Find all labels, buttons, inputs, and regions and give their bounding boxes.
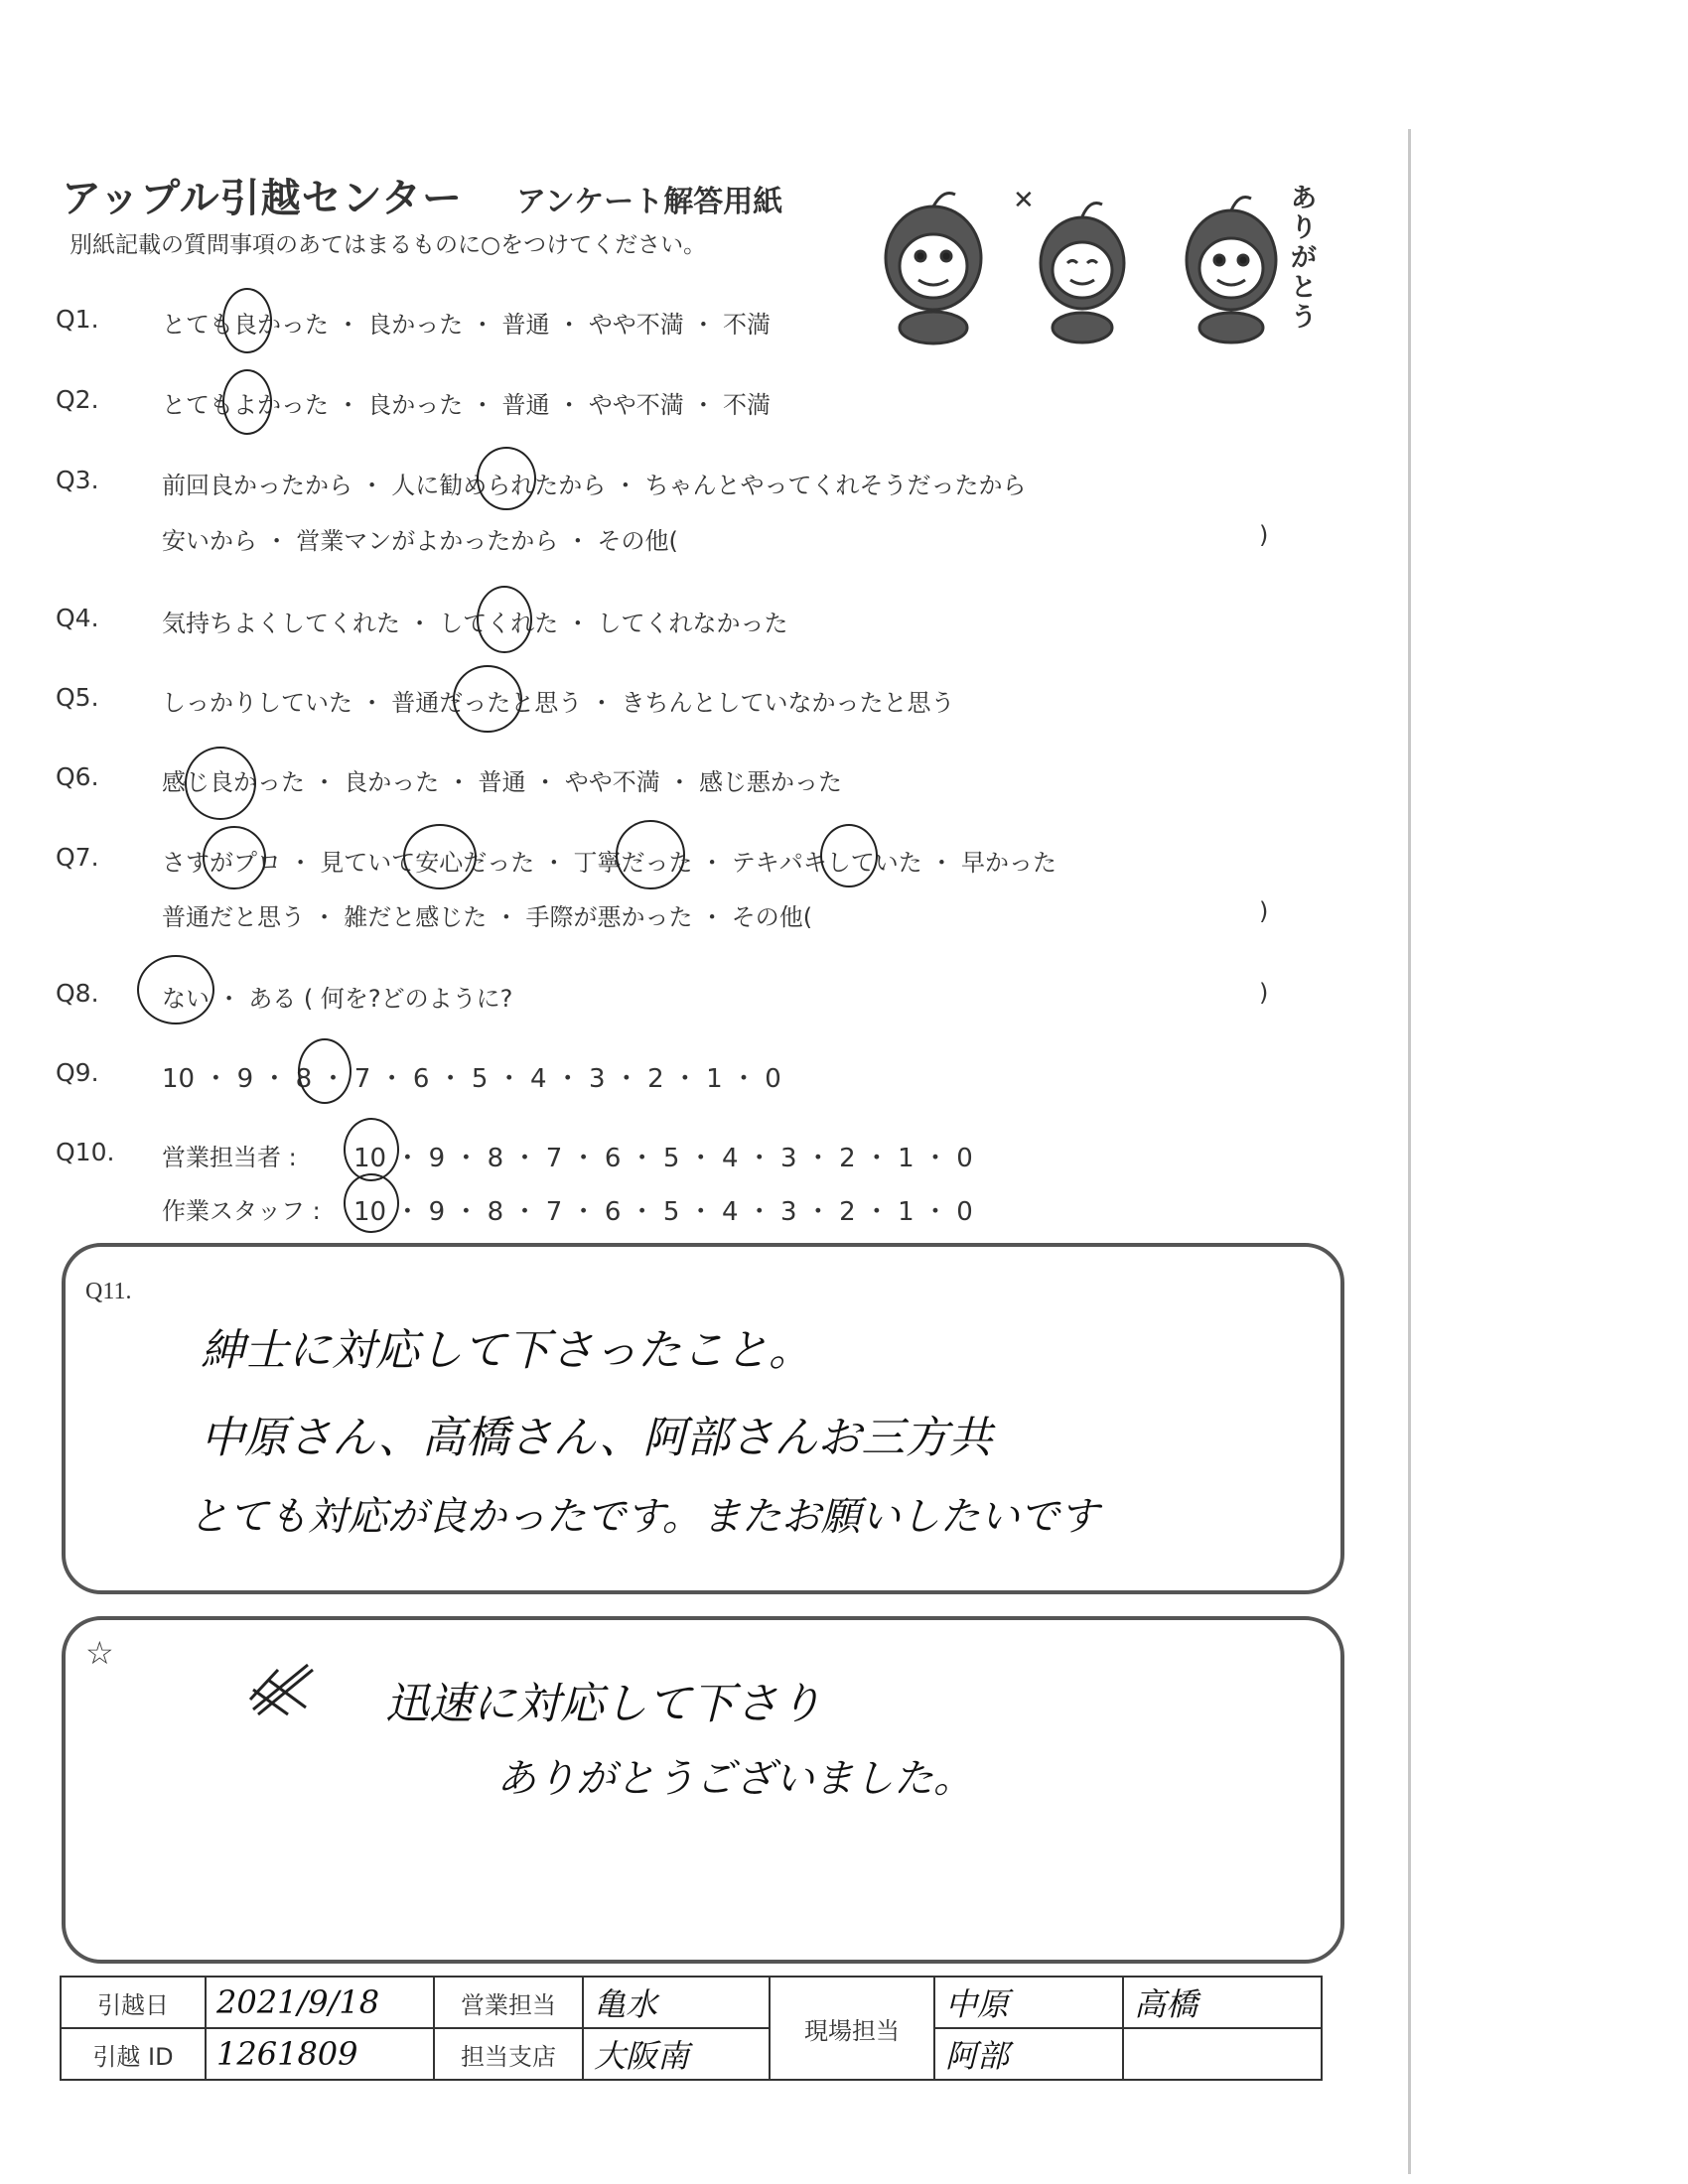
q2-options: とてもよかった ・ 良かった ・ 普通 ・ やや不満 ・ 不満 <box>162 391 772 419</box>
q7-line1: さすがプロ ・ 見ていて安心だった ・ 丁寧だった ・ テキパキしていた ・ 早かった <box>162 849 1057 877</box>
q8-options: ない ・ ある ( 何を?どのように? <box>162 985 513 1013</box>
monkey-icon <box>886 194 981 344</box>
q10-sales-scale: 10 ・ 9 ・ 8 ・ 7 ・ 6 ・ 5 ・ 4 ・ 3 ・ 2 ・ 1 ・ 0 <box>353 1144 973 1173</box>
q2-label: Q2. <box>56 385 99 414</box>
move-id-label: 引越 ID <box>61 2028 206 2080</box>
q6-label: Q6. <box>56 762 99 791</box>
q1-label: Q1. <box>56 305 99 334</box>
answer-circle <box>616 820 685 889</box>
site-value-empty <box>1123 2028 1322 2080</box>
q7-label: Q7. <box>56 843 99 872</box>
answer-circle <box>477 586 532 653</box>
star-comment-line: 迅速に対応して下さり <box>385 1679 822 1729</box>
monkey-icon <box>1013 186 1124 342</box>
q11-comment-line: 中原さん、高橋さん、阿部さんお三方共 <box>201 1413 993 1463</box>
svg-text:✕: ✕ <box>1013 186 1035 215</box>
q5-options: しっかりしていた ・ 普通だったと思う ・ きちんとしていなかったと思う <box>162 689 955 717</box>
mascot-illustration <box>864 169 1321 347</box>
mascot-caption: ありがとう <box>1291 184 1318 333</box>
q8-label: Q8. <box>56 979 99 1008</box>
q11-comment-line: とても対応が良かったです。またお願いしたいです <box>189 1494 1099 1540</box>
site-value-1: 中原 <box>934 1977 1123 2028</box>
q3-line2: 安いから ・ 営業マンがよかったから ・ その他( <box>162 527 678 555</box>
q4-label: Q4. <box>56 604 99 632</box>
q3-paren-close: ) <box>1259 521 1269 549</box>
q10-label: Q10. <box>56 1138 115 1166</box>
answer-circle <box>453 665 522 733</box>
page-edge-line <box>1408 129 1411 2174</box>
scribble-icon <box>248 1660 318 1719</box>
footer-info-table <box>60 1976 1323 2081</box>
q3-label: Q3. <box>56 466 99 494</box>
q4-options: 気持ちよくしてくれた ・ してくれた ・ してくれなかった <box>162 610 788 637</box>
q10-sales-label: 営業担当者 : <box>162 1144 297 1171</box>
site-value-3: 阿部 <box>934 2028 1123 2080</box>
q10-staff-label: 作業スタッフ : <box>162 1197 321 1225</box>
answer-circle <box>403 824 477 889</box>
q5-label: Q5. <box>56 683 99 712</box>
site-value-2: 高橋 <box>1123 1977 1322 2028</box>
move-date-value: 2021/9/18 <box>206 1977 434 2028</box>
q8-paren-close: ) <box>1259 979 1269 1007</box>
move-id-value: 1261809 <box>206 2028 434 2080</box>
q3-line1: 前回良かったから ・ 人に勧められたから ・ ちゃんとやってくれそうだったから <box>162 472 1027 499</box>
answer-circle <box>203 826 266 889</box>
monkey-icon <box>1187 198 1276 343</box>
answer-circle <box>222 288 272 353</box>
site-label: 現場担当 <box>770 1977 934 2080</box>
q7-paren-close: ) <box>1259 897 1269 925</box>
star-comment-line: ありがとうございました。 <box>496 1756 973 1802</box>
answer-circle <box>137 955 214 1024</box>
brand-title: アップル引越センター <box>62 176 463 221</box>
sales-value: 亀水 <box>583 1977 770 2028</box>
q9-label: Q9. <box>56 1058 99 1087</box>
star-label: ☆ <box>85 1635 114 1671</box>
q7-line2: 普通だと思う ・ 雑だと感じた ・ 手際が悪かった ・ その他( <box>162 903 813 931</box>
branch-value: 大阪南 <box>583 2028 770 2080</box>
form-subtitle: アンケート解答用紙 <box>516 185 783 219</box>
answer-circle <box>344 1173 399 1233</box>
answer-circle <box>185 747 256 820</box>
sales-label: 営業担当 <box>434 1977 583 2028</box>
q1-options: とても良かった ・ 良かった ・ 普通 ・ やや不満 ・ 不満 <box>162 311 772 339</box>
instruction-text: 別紙記載の質問事項のあてはまるものに○をつけてください。 <box>70 232 707 258</box>
answer-circle <box>298 1038 352 1104</box>
answer-circle <box>820 824 878 887</box>
branch-label: 担当支店 <box>434 2028 583 2080</box>
q6-options: 感じ良かった ・ 良かった ・ 普通 ・ やや不満 ・ 感じ悪かった <box>162 768 843 796</box>
answer-circle <box>344 1118 399 1181</box>
answer-circle <box>477 447 536 510</box>
q9-options: 10 ・ 9 ・ 8 ・ 7 ・ 6 ・ 5 ・ 4 ・ 3 ・ 2 ・ 1 ・ 0 <box>162 1064 781 1094</box>
q11-comment-line: 紳士に対応して下さったこと。 <box>201 1325 812 1376</box>
answer-circle <box>222 369 272 435</box>
q11-label: Q11. <box>85 1279 132 1304</box>
q10-staff-scale: 10 ・ 9 ・ 8 ・ 7 ・ 6 ・ 5 ・ 4 ・ 3 ・ 2 ・ 1 ・ 0 <box>353 1197 973 1227</box>
move-date-label: 引越日 <box>61 1977 206 2028</box>
